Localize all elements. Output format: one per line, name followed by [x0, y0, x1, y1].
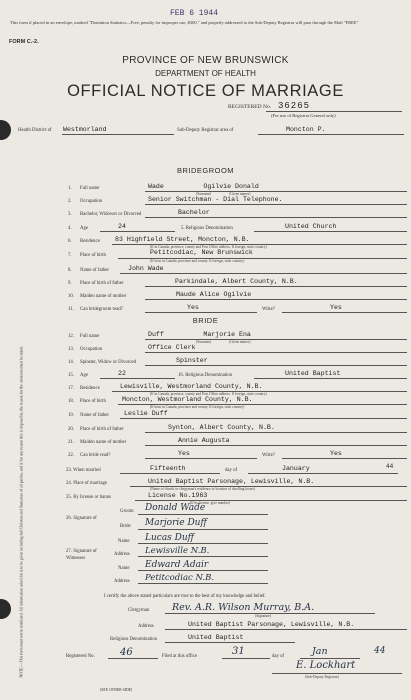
witness1-name-line [138, 543, 268, 544]
groom-row-label: Name of father [80, 268, 110, 273]
bridegroom-heading: BRIDEGROOM [176, 166, 235, 175]
bride-father-name: Leslie Duff [124, 410, 168, 417]
groom-mother-maiden-name: Maude Alice Ogilvie [176, 291, 252, 298]
bride-row-label: Residence [80, 386, 100, 391]
groom-row-label: Place of birth [80, 253, 106, 258]
groom-residence: 83 Highfield Street, Moncton, N.B. [115, 236, 250, 243]
place-of-marriage: United Baptist Parsonage, Lewisville, N.B. [148, 478, 315, 485]
groom-religion: United Church [285, 223, 337, 230]
bride-occupation: Office Clerk [148, 344, 196, 351]
bride-row-num: 18. [68, 399, 74, 404]
groom-row-label: Age [80, 226, 88, 231]
bride-residence-caption: (If in Canada, province, county and Post Office address. If foreign, state country) [150, 392, 267, 396]
witness1-address: Lewisville N.B. [145, 546, 210, 556]
witness2-address-line [138, 583, 268, 584]
bride-row-label: Name of father [80, 413, 110, 418]
place-caption: (Name of church or clergyman's residence or location of dwelling house) [150, 487, 255, 491]
bride-birth-caption: (If born in Canada, province and county. If foreign, state country) [150, 405, 245, 409]
bride-religion-label: 16. Religious Denomination [178, 373, 233, 378]
witness-label: 27. Signature of Witnesses [66, 549, 97, 561]
filed-year: 44 [374, 646, 386, 656]
registered-no-label: Registered No. [66, 654, 95, 659]
bride-father-birthplace: Synton, Albert County, N.B. [168, 424, 275, 431]
groom-row-line [145, 204, 407, 205]
bride-write-label: Write? [262, 453, 275, 458]
clergy-religion-label: Religious Denomination [110, 637, 158, 642]
bride-row-label: Place of birth of father [80, 427, 124, 432]
witness2-address-label: Address [114, 579, 130, 584]
license-line [135, 500, 407, 501]
filed-day: 31 [232, 646, 245, 657]
groom-row-line [145, 191, 407, 192]
registrar-signature: E. Lockhart [296, 660, 356, 671]
groom-row-num: 8. [68, 268, 72, 273]
subdeputy-label: Sub-Deputy Registrar area of [177, 128, 234, 133]
bride-row-num: 22. [68, 453, 74, 458]
registered-number: 36265 [278, 101, 311, 111]
bride-row-label: Place of birth [80, 399, 106, 404]
postal-notice: This form if placed in an envelope, marked "Dominion Statistics—Free, penalty for improper use, $300," and properly addressed to the Sub-Deputy Registrar will pass through the Mail "FREE" [10, 20, 359, 25]
groom-father-birthplace: Parkindale, Albert County, N.B. [175, 278, 298, 285]
registrar-line [272, 673, 402, 674]
clergy-address-label: Address [138, 624, 154, 629]
groom-row-num: 4. [68, 226, 72, 231]
groom-row-num: 9. [68, 281, 72, 286]
groom-can-read: Yes [187, 304, 199, 311]
marriage-day-of: day of [225, 468, 238, 473]
bride-row-label: Maiden name of mother [80, 440, 127, 445]
bride-religion: United Baptist [285, 370, 341, 377]
bride-can-write: Yes [330, 450, 342, 457]
bride-marital-status: Spinster [176, 357, 208, 364]
date-stamp: FEB 6 1944 [170, 9, 219, 18]
groom-can-write: Yes [330, 304, 342, 311]
groom-row-label: Residence [80, 239, 100, 244]
bride-row-label: Full name [80, 334, 100, 339]
bride-row-num: 15. [68, 373, 74, 378]
witness2-name-line [138, 570, 268, 571]
registered-label: REGISTERED No. [228, 104, 272, 110]
bride-row-line [120, 418, 407, 419]
filed-day-of: day of [272, 654, 285, 659]
clergy-address: United Baptist Parsonage, Lewisville, N.B. [188, 621, 355, 628]
witness1-address-label: Address [114, 552, 130, 557]
bride-label: Bride [120, 524, 131, 529]
groom-sig-line [138, 514, 268, 515]
bride-age-line [100, 378, 175, 379]
filed-month: Jan [312, 646, 328, 657]
groom-row-num: 3. [68, 212, 72, 217]
see-other-side: [SEE OTHER SIDE] [100, 688, 133, 692]
punch-hole-top [0, 120, 11, 140]
marriage-month-line [248, 473, 398, 474]
marriage-month: January [282, 465, 310, 472]
bride-row-line [145, 432, 407, 433]
bride-row-num: 21. [68, 440, 74, 445]
groom-write-line [282, 312, 407, 313]
filed-month-line [300, 658, 360, 659]
registrar-caption: (Sub-Deputy Registrar) [305, 675, 339, 679]
bride-can-read: Yes [178, 450, 190, 457]
groom-religion-label: 5. Religious Denomination [181, 226, 233, 231]
certify-text: I certify the above stated particulars are true to the best of my knowledge and belief. [104, 594, 266, 599]
bride-row-label: Occupation [80, 347, 103, 352]
groom-signature: Donald Wade [145, 503, 206, 513]
bride-signature: Marjorie Duff [145, 518, 207, 528]
clergyman-signature: Rev. A.R. Wilson Murray, B.A. [172, 602, 315, 613]
bride-write-line [282, 458, 407, 459]
groom-row-num: 10. [68, 294, 74, 299]
groom-row-num: 2. [68, 199, 72, 204]
groom-row-label: Full name [80, 186, 100, 191]
groom-label: Groom [120, 509, 134, 514]
marriage-day: Fifteenth [150, 465, 186, 472]
registered-no-line [108, 658, 158, 659]
groom-age: 24 [118, 223, 126, 230]
witness2-name-label: Name [118, 566, 130, 571]
bride-row-label: Age [80, 373, 88, 378]
bride-residence: Lewisville, Westmorland County, N.B. [120, 383, 263, 390]
signature-of-label: 26. Signature of [66, 516, 97, 521]
groom-read-line [145, 312, 257, 313]
bride-row-num: 17. [68, 386, 74, 391]
district-value: Westmorland [63, 126, 107, 133]
witness2-signature: Edward Adair [145, 560, 209, 570]
bride-mother-maiden-name: Annie Augusta [178, 437, 230, 444]
groom-row-line [145, 217, 407, 218]
punch-hole-bottom [0, 599, 11, 619]
marriage-day-line [120, 473, 220, 474]
witness1-signature: Lucas Duff [145, 533, 195, 543]
bride-row-num: 12. [68, 334, 74, 339]
side-note: NOTE:—This form must not be mutilated. All information asked for is to be given including full Christian and Surnames of all parties, and if for any reason this is impossible, the reason for the omission must be stated. [19, 345, 24, 678]
filed-day-line [222, 658, 270, 659]
witness2-address: Petitcodiac N.B. [145, 573, 215, 583]
bride-row-num: 20. [68, 427, 74, 432]
when-married-label: 23. When married [66, 468, 101, 473]
marriage-year: 44 [386, 463, 394, 470]
groom-place-of-birth: Petitcodiac, New Brunswick [150, 249, 253, 256]
clergyman-label: Clergyman [128, 608, 150, 613]
groom-name-caption: (Surname) (Given names) [196, 192, 251, 196]
groom-birth-caption: (If born in Canada, province and county. If foreign, state country) [150, 259, 245, 263]
clergy-religion: United Baptist [188, 634, 244, 641]
groom-row-label: Bachelor, Widower or Divorced [80, 212, 142, 217]
groom-age-line [100, 231, 175, 232]
groom-religion-line [254, 231, 407, 232]
groom-row-num: 6. [68, 239, 72, 244]
page-title: OFFICIAL NOTICE OF MARRIAGE [67, 82, 344, 100]
bride-row-label: Can bride read? [80, 453, 111, 458]
groom-father-name: John Wade [128, 265, 164, 272]
license-caption: (If by license, give number) [190, 501, 231, 505]
form-code: FORM C.-2. [9, 39, 39, 45]
groom-row-label: Can bridegroom read? [80, 307, 123, 312]
groom-row-num: 11. [68, 307, 74, 312]
groom-row-line [120, 273, 407, 274]
bride-sig-line [138, 529, 268, 530]
bride-heading: BRIDE [192, 316, 219, 325]
department-heading: DEPARTMENT OF HEALTH [155, 69, 256, 78]
district-line [62, 134, 174, 135]
groom-full-name: Wade Ogilvie Donald [148, 183, 259, 190]
clergy-religion-line [165, 642, 295, 643]
license-number: License No.1963 [148, 492, 208, 499]
registered-line [266, 111, 402, 112]
groom-row-label: Maiden name of mother [80, 294, 127, 299]
groom-row-num: 1. [68, 186, 72, 191]
province-heading: PROVINCE OF NEW BRUNSWICK [122, 55, 289, 66]
bride-row-num: 19. [68, 413, 74, 418]
bride-age: 22 [118, 370, 126, 377]
groom-row-label: Place of birth of father [80, 281, 124, 286]
bride-full-name: Duff Marjorie Ena [148, 331, 251, 338]
bride-religion-line [254, 378, 407, 379]
groom-occupation: Senior Switchman - Dial Telephone. [148, 196, 283, 203]
registered-no-value: 46 [120, 647, 133, 658]
groom-row-line [145, 286, 407, 287]
place-of-marriage-label: 24. Place of marriage [66, 481, 108, 486]
groom-residence-caption: (If in Canada, province, county and Post Office address. If foreign, state country) [150, 245, 267, 249]
bride-row-line [145, 445, 407, 446]
clergy-address-line [165, 629, 407, 630]
bride-row-line [145, 352, 407, 353]
bride-row-line [145, 365, 407, 366]
bride-row-label: Spinster, Widow or Divorced [80, 360, 137, 365]
groom-marital-status: Bachelor [178, 209, 210, 216]
filed-label: Filed at this office [162, 654, 197, 659]
witness1-address-line [138, 556, 268, 557]
license-label: 25. By license or banns [66, 495, 111, 500]
groom-write-label: Write? [262, 307, 275, 312]
witness1-name-label: Name [118, 539, 130, 544]
bride-read-line [145, 458, 257, 459]
subdeputy-line [258, 134, 404, 135]
district-label: Health District of [18, 128, 52, 133]
bride-row-line [145, 339, 407, 340]
bride-name-caption: (Surname) (Given names) [196, 340, 251, 344]
clergyman-caption: (Signature) [255, 614, 272, 618]
registrar-use-note: (For use of Registrar General only) [271, 113, 336, 118]
subdeputy-value: Moncton P. [286, 126, 326, 133]
groom-row-line [145, 299, 407, 300]
bride-place-of-birth: Moncton, Westmorland County, N.B. [122, 396, 253, 403]
bride-row-num: 13. [68, 347, 74, 352]
bride-row-num: 14. [68, 360, 74, 365]
groom-row-num: 7. [68, 253, 72, 258]
groom-row-label: Occupation [80, 199, 103, 204]
